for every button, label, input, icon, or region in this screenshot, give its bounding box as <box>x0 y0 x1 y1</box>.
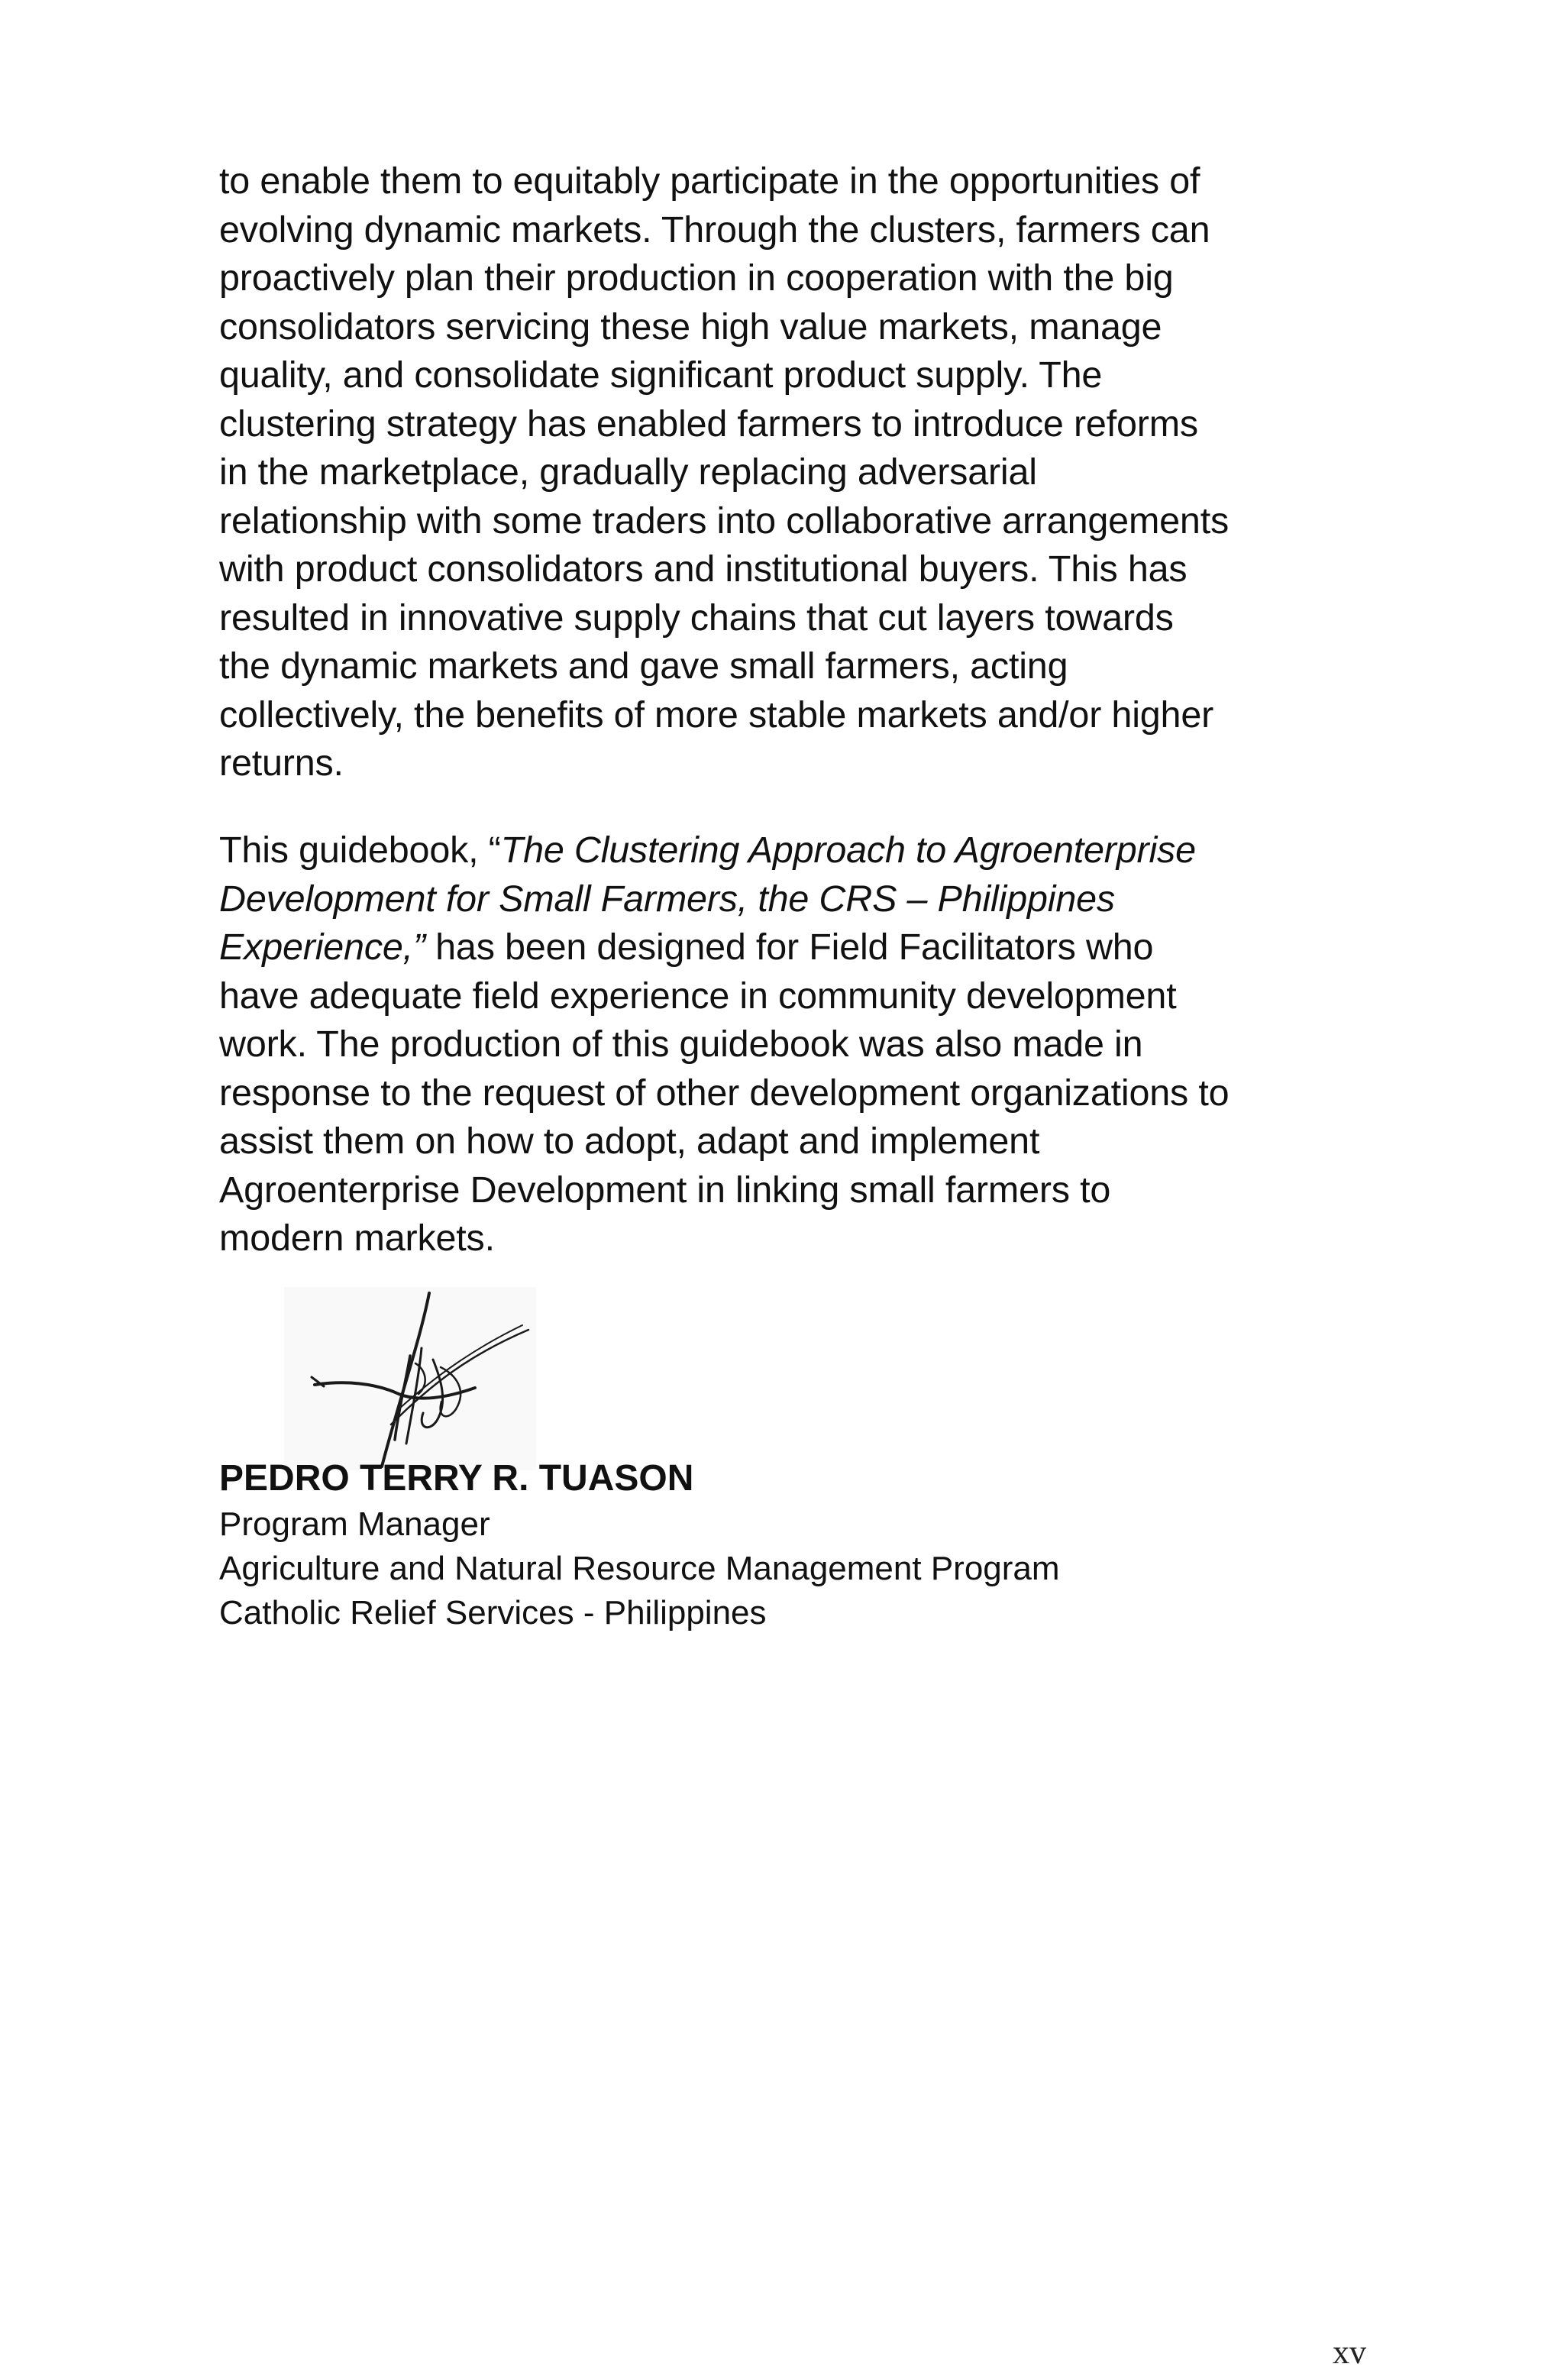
signature-block <box>219 1455 1441 1635</box>
paragraph-2-lead: This guidebook, “ <box>219 829 501 871</box>
signatory-organization: Catholic Relief Services - Philippines <box>219 1594 767 1631</box>
paragraph-2-rest: has been designed for Field Facilitators who have adequate field experience in community development work. The production of this guidebook was also made in response to the request of other development organizations to assist them on how to adopt, adapt and implement Agroenterprise Development in linking small farmers to modern markets. <box>219 926 1230 1259</box>
signatory-program: Agriculture and Natural Resource Management Program <box>219 1550 1060 1587</box>
body-paragraph-2 <box>219 826 1380 1263</box>
signatory-title: Program Manager <box>219 1505 490 1543</box>
guidebook-title: The Clustering Approach to Agroenterprise Development for Small Farmers, the CRS – Philippines Experience,” <box>219 829 1196 968</box>
body-paragraph-1: to enable them to equitably participate in the opportunities of evolving dynamic markets. Through the clusters, farmers can proactively plan their production in cooperation with the big consolidators servicing these high value markets, manage quality, and consolidate significant product supply. The clustering strategy has enabled farmers to introduce reforms in the marketplace, gradually replacing adversarial relationship with some traders into collaborative arrangements with product consolidators and institutional buyers. This has resulted in innovative supply chains that cut layers towards the dynamic markets and gave small farmers, acting collectively, the benefits of more stable markets and/or higher returns. <box>219 160 1230 784</box>
signatory-name: PEDRO TERRY R. TUASON <box>219 1458 694 1499</box>
signature-image <box>284 1287 536 1470</box>
page-number: xv <box>1333 2333 1366 2371</box>
